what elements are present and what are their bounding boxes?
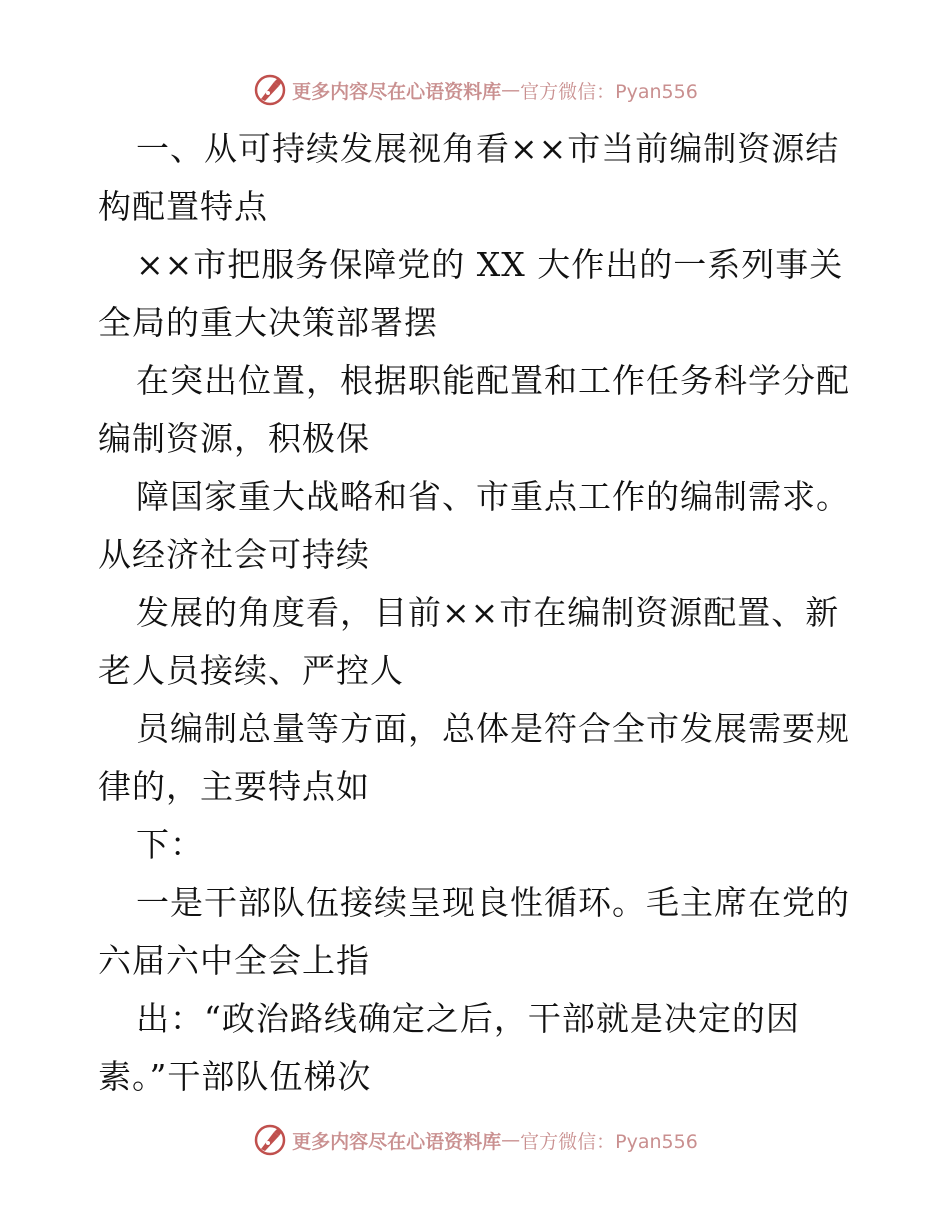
text-line: 员编制总量等方面，总体是符合全市发展需要规 [136, 709, 850, 748]
text-line: 老人员接续、严控人 [98, 651, 404, 690]
footer-banner [0, 1120, 950, 1160]
text-line: 下： [136, 825, 204, 864]
banner-separator: — [501, 79, 521, 101]
banner-brand: 更多内容尽在心语资料库 [292, 1130, 502, 1153]
pen-nib-logo-icon [252, 1122, 288, 1158]
text-line: 出：“政治路线确定之后，干部就是决定的因 [136, 999, 800, 1038]
pen-nib-logo-icon [252, 72, 288, 108]
banner-contact: 官方微信：Pyan556 [520, 1130, 698, 1153]
text-line: 从经济社会可持续 [98, 535, 370, 574]
text-line: 障国家重大战略和省、市重点工作的编制需求。 [136, 477, 850, 516]
text-line: 发展的角度看，目前××市在编制资源配置、新 [136, 593, 840, 632]
text-line: 六届六中全会上指 [98, 941, 370, 980]
text-line: 编制资源，积极保 [98, 419, 370, 458]
text-line: 全局的重大决策部署摆 [98, 303, 438, 342]
text-line: 一、从可持续发展视角看××市当前编制资源结 [136, 129, 840, 168]
text-line: 律的，主要特点如 [98, 767, 370, 806]
banner-contact: 官方微信：Pyan556 [520, 80, 698, 103]
header-banner [0, 70, 950, 110]
banner-separator: — [501, 1129, 521, 1151]
text-line: 在突出位置，根据职能配置和工作任务科学分配 [136, 361, 850, 400]
text-line: 构配置特点 [98, 187, 268, 226]
document-body [98, 120, 858, 1106]
text-line: 素。”干部队伍梯次 [98, 1057, 372, 1096]
text-line: ××市把服务保障党的 XX 大作出的一系列事关 [136, 245, 844, 284]
banner-brand: 更多内容尽在心语资料库 [292, 80, 502, 103]
text-line: 一是干部队伍接续呈现良性循环。毛主席在党的 [136, 883, 850, 922]
